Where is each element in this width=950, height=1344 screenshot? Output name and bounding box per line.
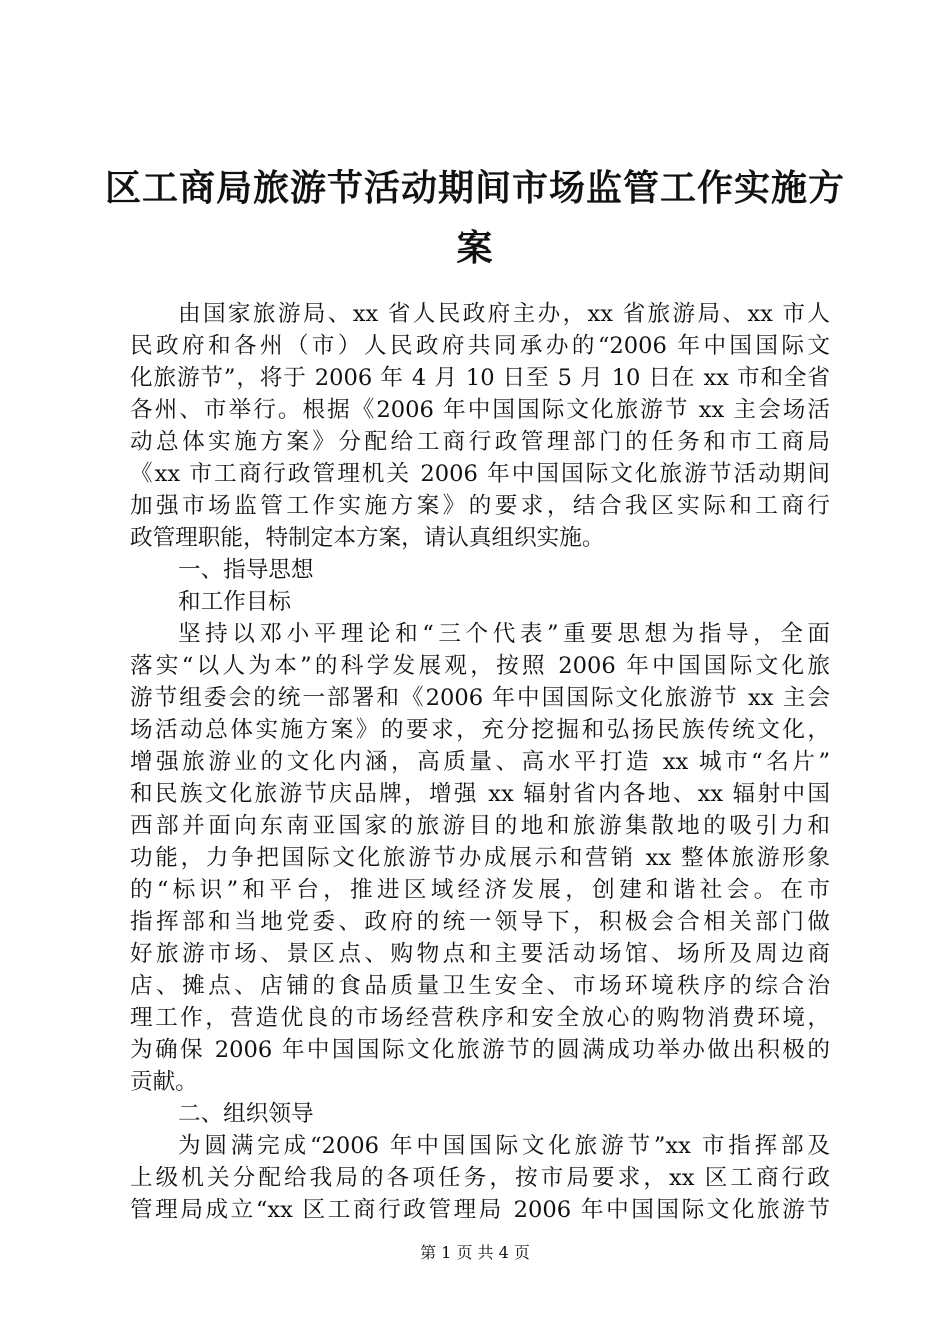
title-line-2: 案 — [456, 227, 494, 269]
body-text-line: 动总体实施方案》分配给工商行政管理部门的任务和市工商局 — [130, 429, 830, 455]
body-text-line: 增强旅游业的文化内涵，高质量、高水平打造 xx 城市“名片” — [130, 749, 830, 775]
body-text-line: 由国家旅游局、xx 省人民政府主办，xx 省旅游局、xx 市人 — [178, 301, 830, 327]
body-text-line: 《xx 市工商行政管理机关 2006 年中国国际文化旅游节活动期间 — [130, 461, 830, 487]
body-text-line: 加强市场监管工作实施方案》的要求，结合我区实际和工商行 — [130, 493, 830, 519]
document-body — [130, 298, 830, 1226]
body-text-line: 管理局成立“xx 区工商行政管理局 2006 年中国国际文化旅游节 — [130, 1197, 830, 1223]
document-title — [100, 158, 850, 278]
body-text-line: 和民族文化旅游节庆品牌，增强 xx 辐射省内各地、xx 辐射中国 — [130, 781, 830, 807]
body-text-line: 坚持以邓小平理论和“三个代表”重要思想为指导，全面 — [178, 621, 830, 647]
body-text-line: 指挥部和当地党委、政府的统一领导下，积极会合相关部门做 — [130, 909, 830, 935]
body-text-line: 功能，力争把国际文化旅游节办成展示和营销 xx 整体旅游形象 — [130, 845, 830, 871]
body-text-line: 场活动总体实施方案》的要求，充分挖掘和弘扬民族传统文化， — [130, 717, 830, 743]
page-footer: 第 1 页 共 4 页 — [420, 1243, 530, 1262]
body-text-line: 的“标识”和平台，推进区域经济发展，创建和谐社会。在市 — [130, 877, 830, 903]
body-text-line: 各州、市举行。根据《2006 年中国国际文化旅游节 xx 主会场活 — [130, 397, 830, 423]
body-text-line: 民政府和各州（市）人民政府共同承办的“2006 年中国国际文 — [130, 333, 830, 359]
body-text-line: 政管理职能，特制定本方案，请认真组织实施。 — [130, 525, 605, 551]
body-text-line: 为确保 2006 年中国国际文化旅游节的圆满成功举办做出积极的 — [130, 1037, 830, 1063]
body-text-line: 落实“以人为本”的科学发展观，按照 2006 年中国国际文化旅 — [130, 653, 830, 679]
body-text-line: 上级机关分配给我局的各项任务，按市局要求，xx 区工商行政 — [130, 1165, 830, 1191]
title-line-1: 区工商局旅游节活动期间市场监管工作实施方 — [104, 167, 845, 209]
body-text-line: 化旅游节”，将于 2006 年 4 月 10 日至 5 月 10 日在 xx 市和全省 — [130, 365, 830, 391]
body-text-line: 一、指导思想 — [178, 557, 314, 583]
body-text-line: 为圆满完成“2006 年中国国际文化旅游节”xx 市指挥部及 — [178, 1133, 830, 1159]
body-text-line: 西部并面向东南亚国家的旅游目的地和旅游集散地的吸引力和 — [130, 813, 830, 839]
body-text-line: 店、摊点、店铺的食品质量卫生安全、市场环境秩序的综合治 — [130, 973, 830, 999]
body-text-line: 好旅游市场、景区点、购物点和主要活动场馆、场所及周边商 — [130, 941, 830, 967]
body-text-line: 贡献。 — [130, 1069, 198, 1095]
body-text-line: 游节组委会的统一部署和《2006 年中国国际文化旅游节 xx 主会 — [130, 685, 830, 711]
body-text-line: 和工作目标 — [178, 589, 291, 615]
body-text-line: 理工作，营造优良的市场经营秩序和安全放心的购物消费环境， — [130, 1005, 830, 1031]
body-text-line: 二、组织领导 — [178, 1101, 314, 1127]
